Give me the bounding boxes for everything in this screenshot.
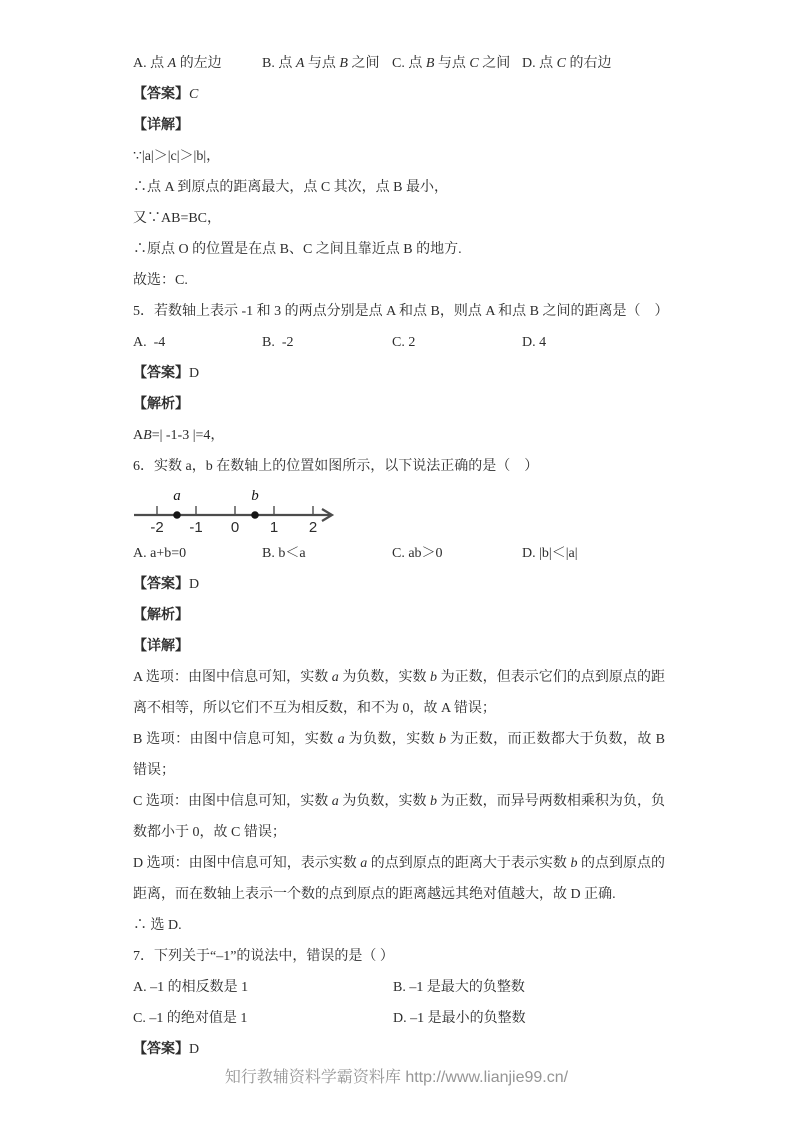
q7-options-row-1	[133, 972, 665, 1003]
numberline-point-b-label: b	[251, 488, 259, 504]
q4-option-b: B. 点 A 与点 B 之间	[262, 56, 380, 71]
q4-step-because: ∵|a|＞|c|＞|b|，	[133, 149, 221, 164]
q4-step-so1: ∴点 A 到原点的距离最大，点 C 其次，点 B 最小，	[133, 180, 449, 195]
numberline-point-b	[251, 511, 259, 519]
footer-credit: 知行教辅资料学霸资料库 http://www.lianjie99.cn/	[224, 1069, 569, 1086]
worksheet-content	[133, 48, 669, 1065]
q5-answer: 【答案】D	[133, 366, 200, 381]
q5-options-row	[133, 327, 665, 358]
q7-option-c: C. –1 的绝对值是 1	[133, 1011, 248, 1026]
q6-explanation-d: D 选项：由图中信息可知，表示实数 a 的点到原点的距离大于表示实数 b 的点到原点的距离，而在数轴上表示一个数的点到原点的距离越远其绝对值越大，故 D 正确.	[133, 856, 665, 902]
q6-option-c: C. ab＞0	[392, 546, 443, 561]
q4-option-d: D. 点 C 的右边	[522, 56, 612, 71]
q7-answer: 【答案】D	[133, 1042, 200, 1057]
numberline-svg	[133, 487, 343, 535]
q5-option-d: D. 4	[522, 335, 547, 350]
q7-option-b: B. –1 是最大的负整数	[393, 980, 525, 995]
numberline-tick-label: 2	[308, 519, 318, 535]
q4-option-c: C. 点 B 与点 C 之间	[392, 56, 511, 71]
q6-option-d: D. |b|＜|a|	[522, 546, 578, 561]
q6-explanation-b: B 选项：由图中信息可知，实数 a 为负数，实数 b 为正数，而正数都大于负数，故 B 错误；	[133, 732, 669, 778]
q5-option-a: A. -4	[133, 335, 166, 350]
q6-answer: 【答案】D	[133, 577, 200, 592]
q4-detail-label: 【详解】	[133, 118, 189, 133]
q6-option-a: A. a+b=0	[133, 546, 187, 561]
q5-work: AB=| -1-3 |=4，	[133, 428, 225, 443]
numberline-figure	[133, 487, 665, 535]
q5-analysis-label: 【解析】	[133, 397, 189, 412]
numberline-tick-label: -1	[189, 519, 203, 535]
q5-title: 5．若数轴上表示 -1 和 3 的两点分别是点 A 和点 B，则点 A 和点 B 之间的距离是（ ）	[133, 304, 669, 319]
q7-title: 7．下列关于“–1”的说法中，错误的是（ ）	[133, 949, 394, 964]
numberline-tick-label: -2	[150, 519, 164, 535]
numberline-point-a	[173, 511, 181, 519]
q6-options-row	[133, 538, 665, 569]
q6-explanation-a: A 选项：由图中信息可知，实数 a 为负数，实数 b 为正数，但表示它们的点到原点的距离不相等，所以它们不互为相反数，和不为 0，故 A 错误；	[133, 670, 666, 716]
q6-option-b: B. b＜a	[262, 546, 306, 561]
q6-conclusion: ∴ 选 D.	[133, 918, 182, 933]
q4-answer: 【答案】C	[133, 87, 199, 102]
q7-option-d: D. –1 是最小的负整数	[393, 1011, 526, 1026]
q5-option-c: C. 2	[392, 335, 416, 350]
numberline-tick-label: 1	[269, 519, 279, 535]
numberline-point-a-label: a	[173, 488, 181, 504]
q4-step-so2: ∴原点 O 的位置是在点 B、C 之间且靠近点 B 的地方.	[133, 242, 462, 257]
q6-analysis-label: 【解析】	[133, 608, 189, 623]
q6-title: 6．实数 a，b 在数轴上的位置如图所示，以下说法正确的是（ ）	[133, 459, 539, 474]
q4-option-a: A. 点 A 的左边	[133, 56, 222, 71]
q4-options-row	[133, 48, 665, 79]
q6-explanation-c: C 选项：由图中信息可知，实数 a 为负数，实数 b 为正数，而异号两数相乘积为负，负数都小于 0，故 C 错误；	[133, 794, 666, 840]
q5-option-b: B. -2	[262, 335, 294, 350]
q6-detail-label: 【详解】	[133, 639, 189, 654]
q7-options-row-2	[133, 1003, 665, 1034]
q4-step-also: 又∵AB=BC，	[133, 211, 222, 226]
numberline-tick-label: 0	[230, 519, 240, 535]
q4-choose: 故选：C.	[133, 273, 188, 288]
q7-option-a: A. –1 的相反数是 1	[133, 980, 249, 995]
